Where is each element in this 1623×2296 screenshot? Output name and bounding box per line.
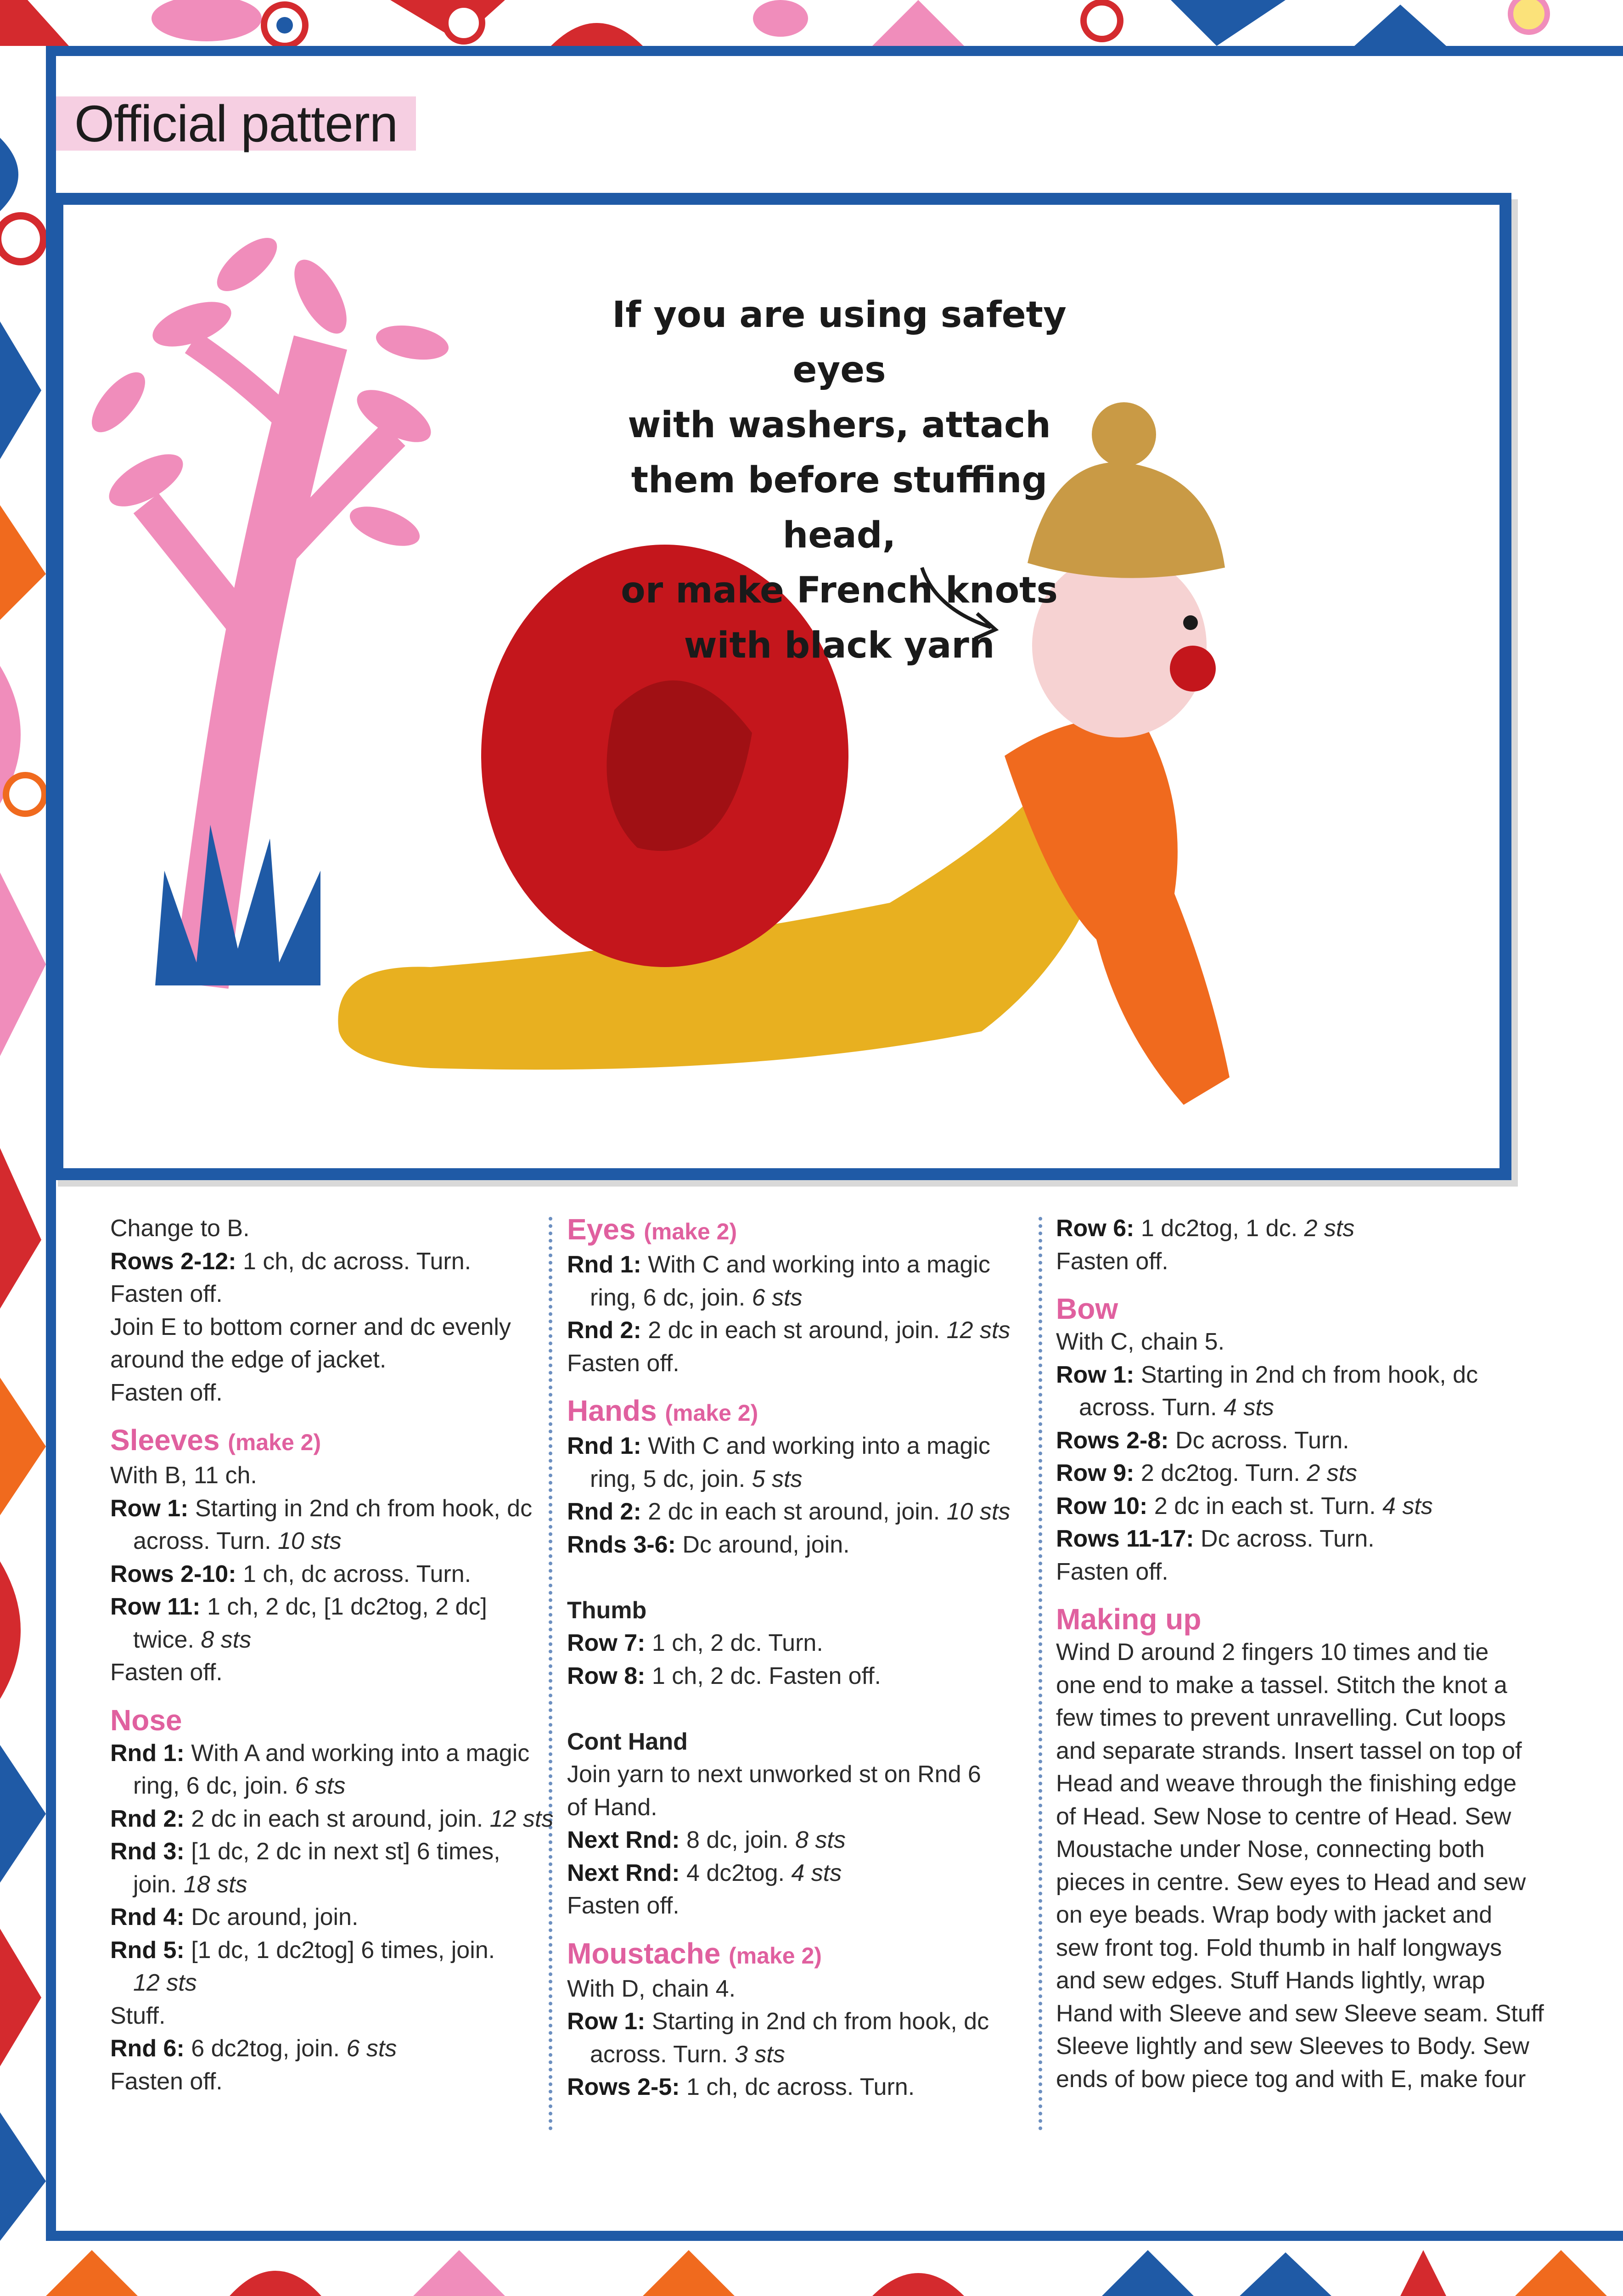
row-label: Rnd 1: (567, 1433, 641, 1459)
section-title-text: Moustache (567, 1936, 721, 1970)
text-line (110, 1492, 551, 1525)
text-line: Change to B. (110, 1215, 250, 1242)
row-label: Rows 2-12: (110, 1248, 236, 1275)
text-line (110, 1245, 551, 1278)
text-line: Sleeve lightly and sew Sleeves to Body. Sew (1056, 2033, 1529, 2060)
text-line: and separate strands. Insert tassel on top of (1056, 1737, 1522, 1764)
row-text: 1 ch, 2 dc. Turn. (645, 1630, 823, 1656)
text-line (110, 1770, 551, 1803)
callout-line: with washers, attach (628, 405, 1051, 446)
stitch-count: 4 sts (791, 1859, 842, 1886)
text-line (110, 2032, 551, 2065)
row-text: across. Turn. (590, 2041, 735, 2068)
subsection-title-cont-hand: Cont Hand (567, 1728, 688, 1755)
text-column-1 (110, 1212, 554, 2098)
section-title-bow: Bow (1056, 1292, 1118, 1325)
row-label: Rnds 3-6: (567, 1531, 676, 1558)
text-line (567, 1496, 1011, 1529)
row-label: Row 10: (1056, 1492, 1148, 1519)
text-line: With D, chain 4. (567, 1975, 736, 2002)
row-label: Rnd 1: (567, 1251, 641, 1278)
text-line (567, 1660, 1008, 1693)
text-line: few times to prevent unravelling. Cut loops (1056, 1705, 1506, 1731)
section-subtitle: (make 2) (644, 1219, 737, 1244)
row-text: Dc around, join. (675, 1531, 850, 1558)
row-label: Rows 2-5: (567, 2074, 680, 2100)
row-text: Dc across. Turn. (1194, 1525, 1375, 1552)
section-title-hands (567, 1394, 1008, 1430)
text-line (110, 1525, 551, 1558)
text-line: Join yarn to next unworked st on Rnd 6 (567, 1761, 981, 1788)
row-label: Rnd 2: (567, 1317, 641, 1344)
section-title-sleeves (110, 1423, 551, 1459)
text-line (1056, 1457, 1497, 1490)
row-text: 1 ch, 2 dc. Fasten off. (645, 1662, 882, 1689)
stitch-count: 6 sts (295, 1773, 346, 1799)
row-text: With C and working into a magic (641, 1251, 990, 1278)
stitch-count: 3 sts (735, 2041, 785, 2068)
row-label: Rnd 3: (110, 1838, 185, 1865)
page-header (56, 96, 416, 151)
row-text: Starting in 2nd ch from hook, dc (188, 1495, 533, 1522)
text-line (567, 2005, 1008, 2038)
callout-text (587, 287, 1092, 673)
text-line (567, 1463, 1008, 1496)
row-text: Dc around, join. (184, 1904, 359, 1930)
row-text: Dc across. Turn. (1168, 1427, 1349, 1454)
text-line (567, 2071, 1008, 2104)
text-line: sew front tog. Fold thumb in half longways (1056, 1934, 1502, 1961)
text-line (110, 1868, 551, 1902)
section-title-text: Sleeves (110, 1424, 220, 1457)
stitch-count: 18 sts (183, 1871, 247, 1898)
row-label: Rnd 2: (110, 1805, 185, 1832)
text-line (567, 1857, 1008, 1890)
row-text: 1 ch, dc across. Turn. (236, 1248, 472, 1275)
text-line: of Head. Sew Nose to centre of Head. Sew (1056, 1803, 1511, 1830)
row-label: Rnd 4: (110, 1904, 185, 1930)
text-line: With B, 11 ch. (110, 1462, 257, 1489)
text-line (1056, 1490, 1497, 1523)
row-text: across. Turn. (133, 1528, 278, 1554)
row-label: Rows 2-8: (1056, 1427, 1169, 1454)
section-title-text: Eyes (567, 1213, 636, 1246)
text-line: Join E to bottom corner and dc evenly (110, 1313, 511, 1340)
text-line (110, 1934, 551, 1967)
text-line (110, 1558, 551, 1591)
row-text: across. Turn. (1079, 1394, 1224, 1421)
text-line: ends of bow piece tog and with E, make four (1056, 2065, 1526, 2093)
stitch-count: 4 sts (1224, 1394, 1274, 1421)
row-text: twice. (133, 1626, 201, 1653)
text-line: of Hand. (567, 1794, 657, 1821)
row-label: Row 6: (1056, 1215, 1134, 1242)
row-label: Row 1: (567, 2008, 646, 2035)
section-subtitle: (make 2) (729, 1942, 822, 1969)
text-line: Wind D around 2 fingers 10 times and tie (1056, 1639, 1489, 1666)
row-text: 2 dc in each st around, join. (641, 1498, 947, 1525)
row-label: Row 8: (567, 1662, 646, 1689)
text-line (110, 1737, 551, 1770)
photo-panel (51, 193, 1511, 1180)
text-line: Head and weave through the finishing edge (1056, 1770, 1517, 1797)
text-line: around the edge of jacket. (110, 1346, 387, 1373)
column-divider (1039, 1217, 1042, 2131)
row-text: [1 dc, 2 dc in next st] 6 times, (184, 1838, 500, 1865)
row-text: 8 dc, join. (680, 1827, 796, 1853)
text-line (567, 1282, 1008, 1315)
text-column-3 (1056, 1212, 1544, 2096)
row-label: Rows 2-10: (110, 1560, 236, 1587)
pink-tree-illustration (83, 229, 451, 985)
row-text: 1 ch, 2 dc, [1 dc2tog, 2 dc] (200, 1593, 487, 1620)
text-line: Stuff. (110, 2002, 166, 2029)
text-line (110, 1803, 554, 1836)
row-label: Row 9: (1056, 1460, 1134, 1486)
text-line (110, 1624, 551, 1657)
stitch-count: 10 sts (278, 1528, 342, 1554)
row-text: 2 dc in each st around, join. (184, 1805, 490, 1832)
text-line (1056, 1359, 1497, 1392)
stitch-count: 4 sts (1382, 1492, 1433, 1519)
row-text: Starting in 2nd ch from hook, dc (1134, 1361, 1478, 1388)
stitch-count: 6 sts (752, 1284, 803, 1311)
row-text: With A and working into a magic (184, 1739, 530, 1767)
callout-line: or make French knots (621, 570, 1058, 611)
text-line: Fasten off. (110, 1659, 223, 1686)
text-line (567, 1627, 1008, 1660)
section-title-nose: Nose (110, 1703, 182, 1737)
row-text: ring, 6 dc, join. (133, 1773, 295, 1799)
stitch-count: 8 sts (795, 1827, 846, 1853)
callout-line: If you are using safety eyes (612, 294, 1067, 391)
text-line: Fasten off. (110, 2068, 223, 2095)
text-line: Fasten off. (1056, 1248, 1168, 1275)
subsection-title-thumb: Thumb (567, 1597, 647, 1624)
row-label: Rnd 2: (567, 1498, 641, 1525)
row-text: 6 dc2tog, join. (184, 2035, 347, 2062)
text-line (1056, 1523, 1497, 1556)
text-line: Hand with Sleeve and sew Sleeve seam. Stuff (1056, 2000, 1544, 2027)
row-text: 1 ch, dc across. Turn. (680, 2074, 915, 2100)
text-line: Fasten off. (567, 1892, 680, 1919)
text-line (567, 1529, 1008, 1562)
row-text: 1 dc2tog, 1 dc. (1134, 1215, 1304, 1242)
row-text: With C and working into a magic (641, 1433, 990, 1459)
row-text: 2 dc2tog. Turn. (1134, 1460, 1307, 1486)
row-label: Next Rnd: (567, 1827, 680, 1853)
text-line: Fasten off. (567, 1350, 680, 1377)
text-line (1056, 1212, 1497, 1245)
section-title-text: Hands (567, 1394, 657, 1427)
stitch-count: 2 sts (1304, 1215, 1355, 1242)
text-line (1056, 1424, 1497, 1458)
section-subtitle: (make 2) (228, 1429, 321, 1455)
section-subtitle: (make 2) (665, 1400, 758, 1426)
text-line (110, 1967, 551, 2000)
section-title-eyes (567, 1212, 1008, 1249)
row-label: Rnd 6: (110, 2035, 185, 2062)
text-line: With C, chain 5. (1056, 1328, 1225, 1355)
callout-line: with black yarn (684, 625, 995, 666)
row-text: join. (133, 1871, 184, 1898)
text-line (567, 1430, 1008, 1463)
row-text: [1 dc, 1 dc2tog] 6 times, join. (184, 1936, 495, 1964)
row-text: ring, 6 dc, join. (590, 1284, 752, 1311)
stitch-count: 10 sts (946, 1498, 1011, 1525)
row-text: ring, 5 dc, join. (590, 1465, 752, 1492)
text-line: Fasten off. (1056, 1558, 1168, 1585)
row-label: Row 11: (110, 1593, 201, 1620)
section-title-making-up: Making up (1056, 1603, 1202, 1636)
row-label: Rnd 5: (110, 1936, 185, 1964)
text-line: pieces in centre. Sew eyes to Head and sew (1056, 1868, 1526, 1896)
section-title-moustache (567, 1936, 1008, 1973)
text-line: one end to make a tassel. Stitch the knot a (1056, 1671, 1507, 1699)
stitch-count: 5 sts (752, 1465, 803, 1492)
row-text: Starting in 2nd ch from hook, dc (645, 2008, 989, 2035)
row-label: Row 1: (1056, 1361, 1134, 1388)
text-line: on eye beads. Wrap body with jacket and (1056, 1902, 1493, 1928)
text-line (567, 1249, 1008, 1282)
stitch-count: 12 sts (133, 1970, 197, 1996)
stitch-count: 2 sts (1307, 1460, 1358, 1486)
text-line (1056, 1391, 1497, 1424)
row-label: Next Rnd: (567, 1859, 680, 1886)
text-line (567, 2038, 1008, 2071)
text-line (567, 1824, 1008, 1857)
row-text: 4 dc2tog. (680, 1859, 792, 1886)
stitch-count: 8 sts (201, 1626, 252, 1653)
row-text: 1 ch, dc across. Turn. (236, 1560, 472, 1587)
text-line: and sew edges. Stuff Hands lightly, wrap (1056, 1967, 1485, 1994)
stitch-count: 6 sts (346, 2035, 397, 2062)
stitch-count: 12 sts (489, 1805, 554, 1832)
text-line (110, 1591, 551, 1624)
text-line (110, 1835, 551, 1868)
text-line: Fasten off. (110, 1379, 223, 1406)
row-text: 2 dc in each st. Turn. (1147, 1492, 1382, 1519)
page-title: Official pattern (74, 95, 398, 152)
row-label: Row 7: (567, 1630, 646, 1656)
callout-line: them before stuffing head, (631, 460, 1048, 556)
row-text: 2 dc in each st around, join. (641, 1317, 947, 1344)
row-label: Rnd 1: (110, 1739, 185, 1767)
stitch-count: 12 sts (946, 1317, 1011, 1344)
text-line: Moustache under Nose, connecting both (1056, 1836, 1485, 1863)
text-line (567, 1314, 1011, 1347)
text-line (110, 1901, 551, 1934)
text-line: Fasten off. (110, 1281, 223, 1307)
row-label: Rows 11-17: (1056, 1525, 1194, 1552)
row-label: Row 1: (110, 1495, 189, 1522)
text-column-2 (567, 1212, 1011, 2104)
